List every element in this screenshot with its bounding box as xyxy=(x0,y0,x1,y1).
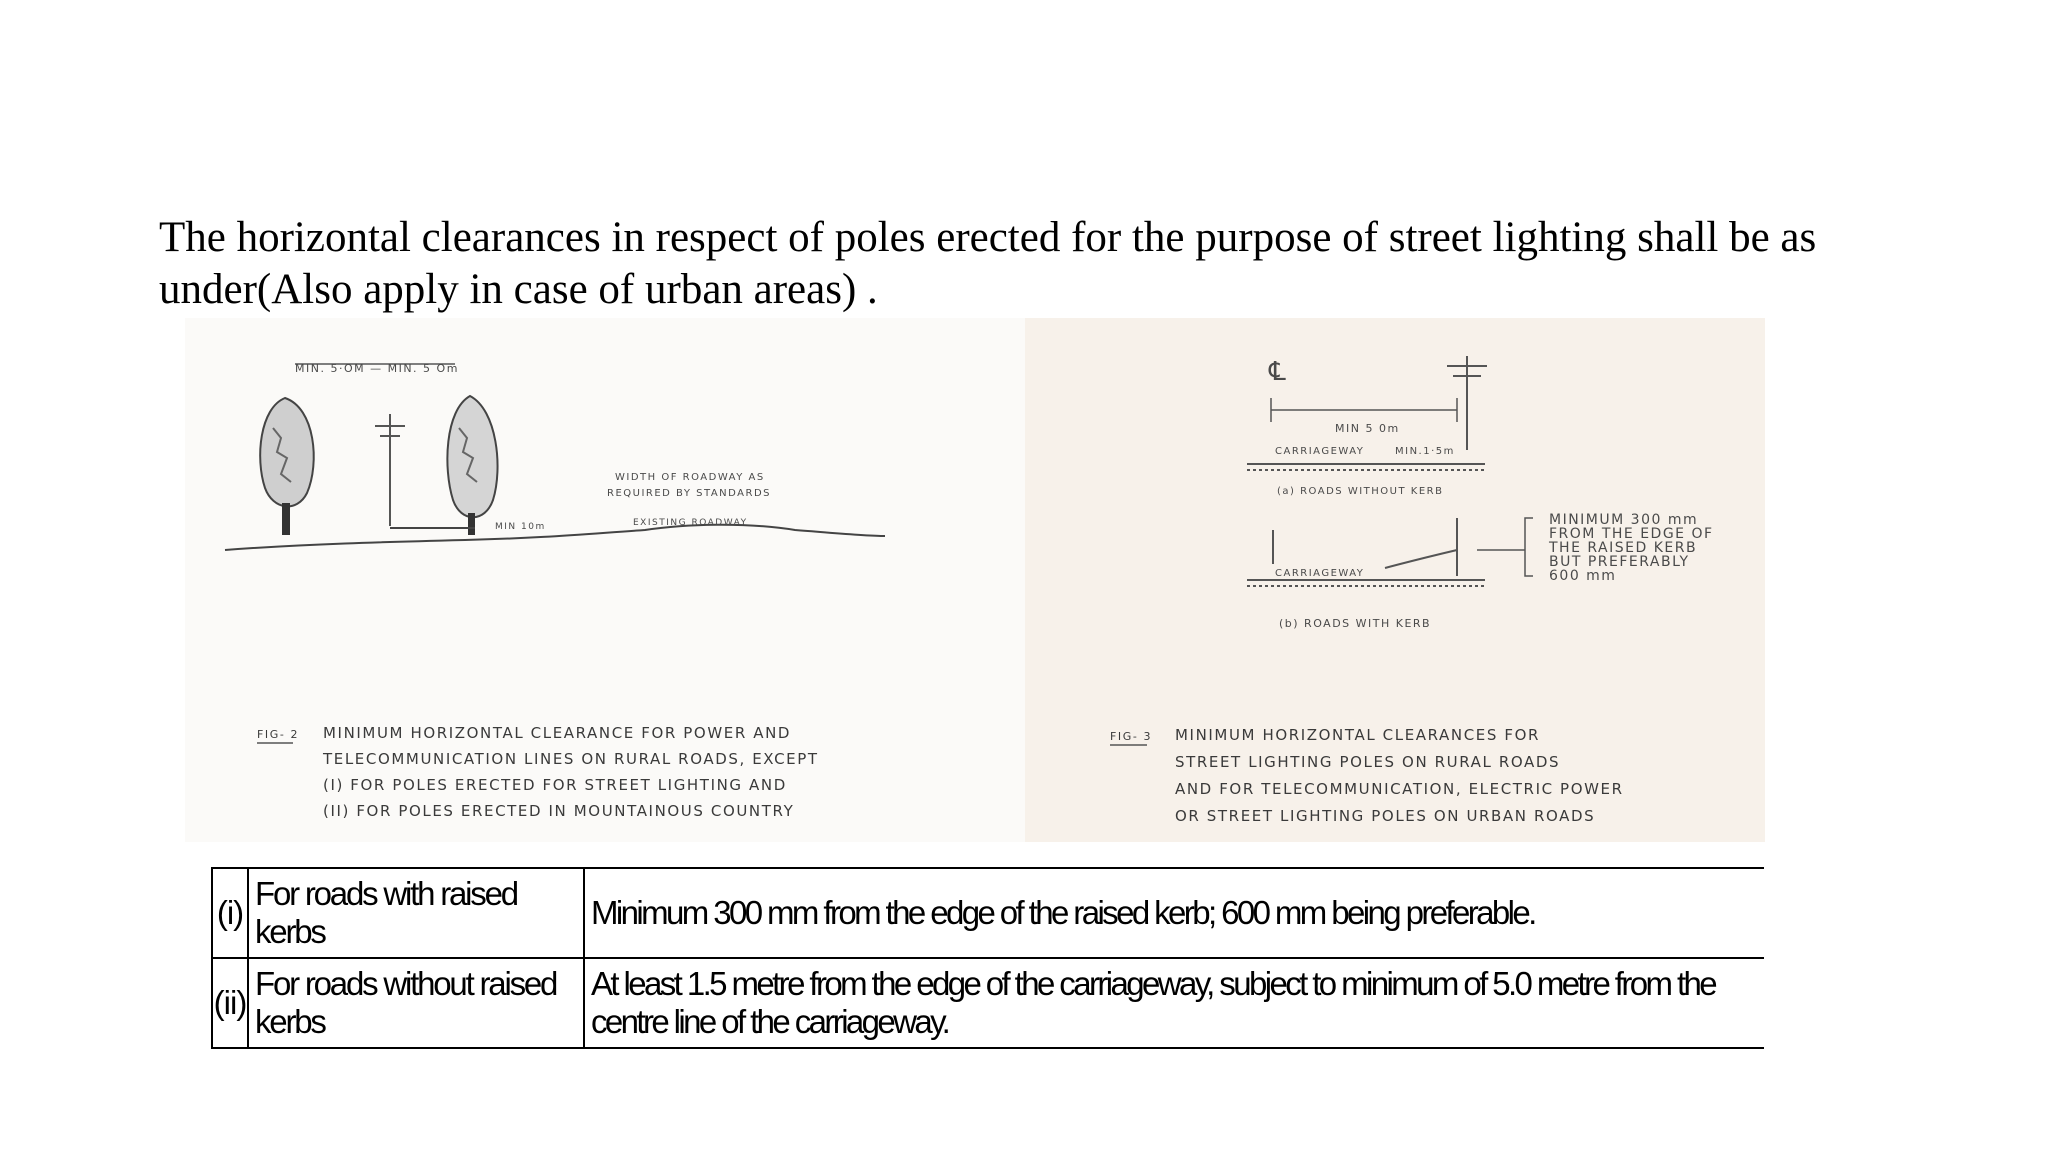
fig2-caption-line-4: (II) FOR POLES ERECTED IN MOUNTAINOUS COUNTRY xyxy=(323,802,795,820)
row-number: (ii) xyxy=(212,958,248,1048)
fig2-dim-top: MIN. 5·OM — MIN. 5 Om xyxy=(295,362,459,375)
fig3-kerb-note-5: 600 mm xyxy=(1549,568,1617,584)
fig2-caption-line-1: MINIMUM HORIZONTAL CLEARANCE FOR POWER AND xyxy=(323,724,792,742)
fig3-caption-line-3: AND FOR TELECOMMUNICATION, ELECTRIC POWER xyxy=(1175,780,1624,798)
row-label: For roads with raised kerbs xyxy=(248,868,584,958)
intro-paragraph: The horizontal clearances in respect of poles erected for the purpose of street lighting shall be as under(Also apply in case of urban areas) . xyxy=(159,214,1817,313)
fig3-label-a: (a) ROADS WITHOUT KERB xyxy=(1277,486,1444,497)
table-row xyxy=(212,868,1764,958)
fig3-caption-line-4: OR STREET LIGHTING POLES ON URBAN ROADS xyxy=(1175,807,1596,825)
fig3-carriageway-b: CARRIAGEWAY xyxy=(1275,568,1365,579)
fig3-kerb-note-2: FROM THE EDGE OF xyxy=(1549,526,1714,542)
fig3-kerb-note-3: THE RAISED KERB xyxy=(1549,540,1698,556)
fig3-label-b: (b) ROADS WITH KERB xyxy=(1279,617,1432,630)
row-number: (i) xyxy=(212,868,248,958)
fig2-min-label: MIN 10m xyxy=(495,522,546,532)
fig3-min50: MIN 5 0m xyxy=(1335,422,1400,435)
clearance-table xyxy=(211,867,1764,1049)
fig3-kerb-note-1: MINIMUM 300 mm xyxy=(1549,512,1699,528)
fig3-carriageway-a: CARRIAGEWAY xyxy=(1275,446,1365,457)
fig3-caption-line-1: MINIMUM HORIZONTAL CLEARANCES FOR xyxy=(1175,726,1541,744)
row-label: For roads without raised kerbs xyxy=(248,958,584,1048)
figures-image xyxy=(185,318,1765,842)
fig3-min15: MIN.1·5m xyxy=(1395,446,1455,457)
fig3-caption-tag: FIG- 3 xyxy=(1110,730,1153,743)
fig3-caption-line-2: STREET LIGHTING POLES ON RURAL ROADS xyxy=(1175,753,1561,771)
fig2-width-note-1: WIDTH OF ROADWAY AS xyxy=(615,472,765,483)
row-description: At least 1.5 metre from the edge of the carriageway, subject to minimum of 5.0 metre from the centre line of the carriageway. xyxy=(584,958,1764,1048)
row-description: Minimum 300 mm from the edge of the raised kerb; 600 mm being preferable. xyxy=(584,868,1764,958)
fig3-centre-symbol: ℄ xyxy=(1269,357,1288,387)
fig2-width-note-2: REQUIRED BY STANDARDS xyxy=(607,488,772,499)
fig3-kerb-note-4: BUT PREFERABLY xyxy=(1549,554,1690,570)
fig2-caption-tag: FIG- 2 xyxy=(257,728,300,741)
table-row xyxy=(212,958,1764,1048)
fig2-existing-label: EXISTING ROADWAY xyxy=(633,518,748,528)
fig2-caption-line-3: (I) FOR POLES ERECTED FOR STREET LIGHTING AND xyxy=(323,776,787,794)
fig2-caption-line-2: TELECOMMUNICATION LINES ON RURAL ROADS, EXCEPT xyxy=(323,750,819,768)
